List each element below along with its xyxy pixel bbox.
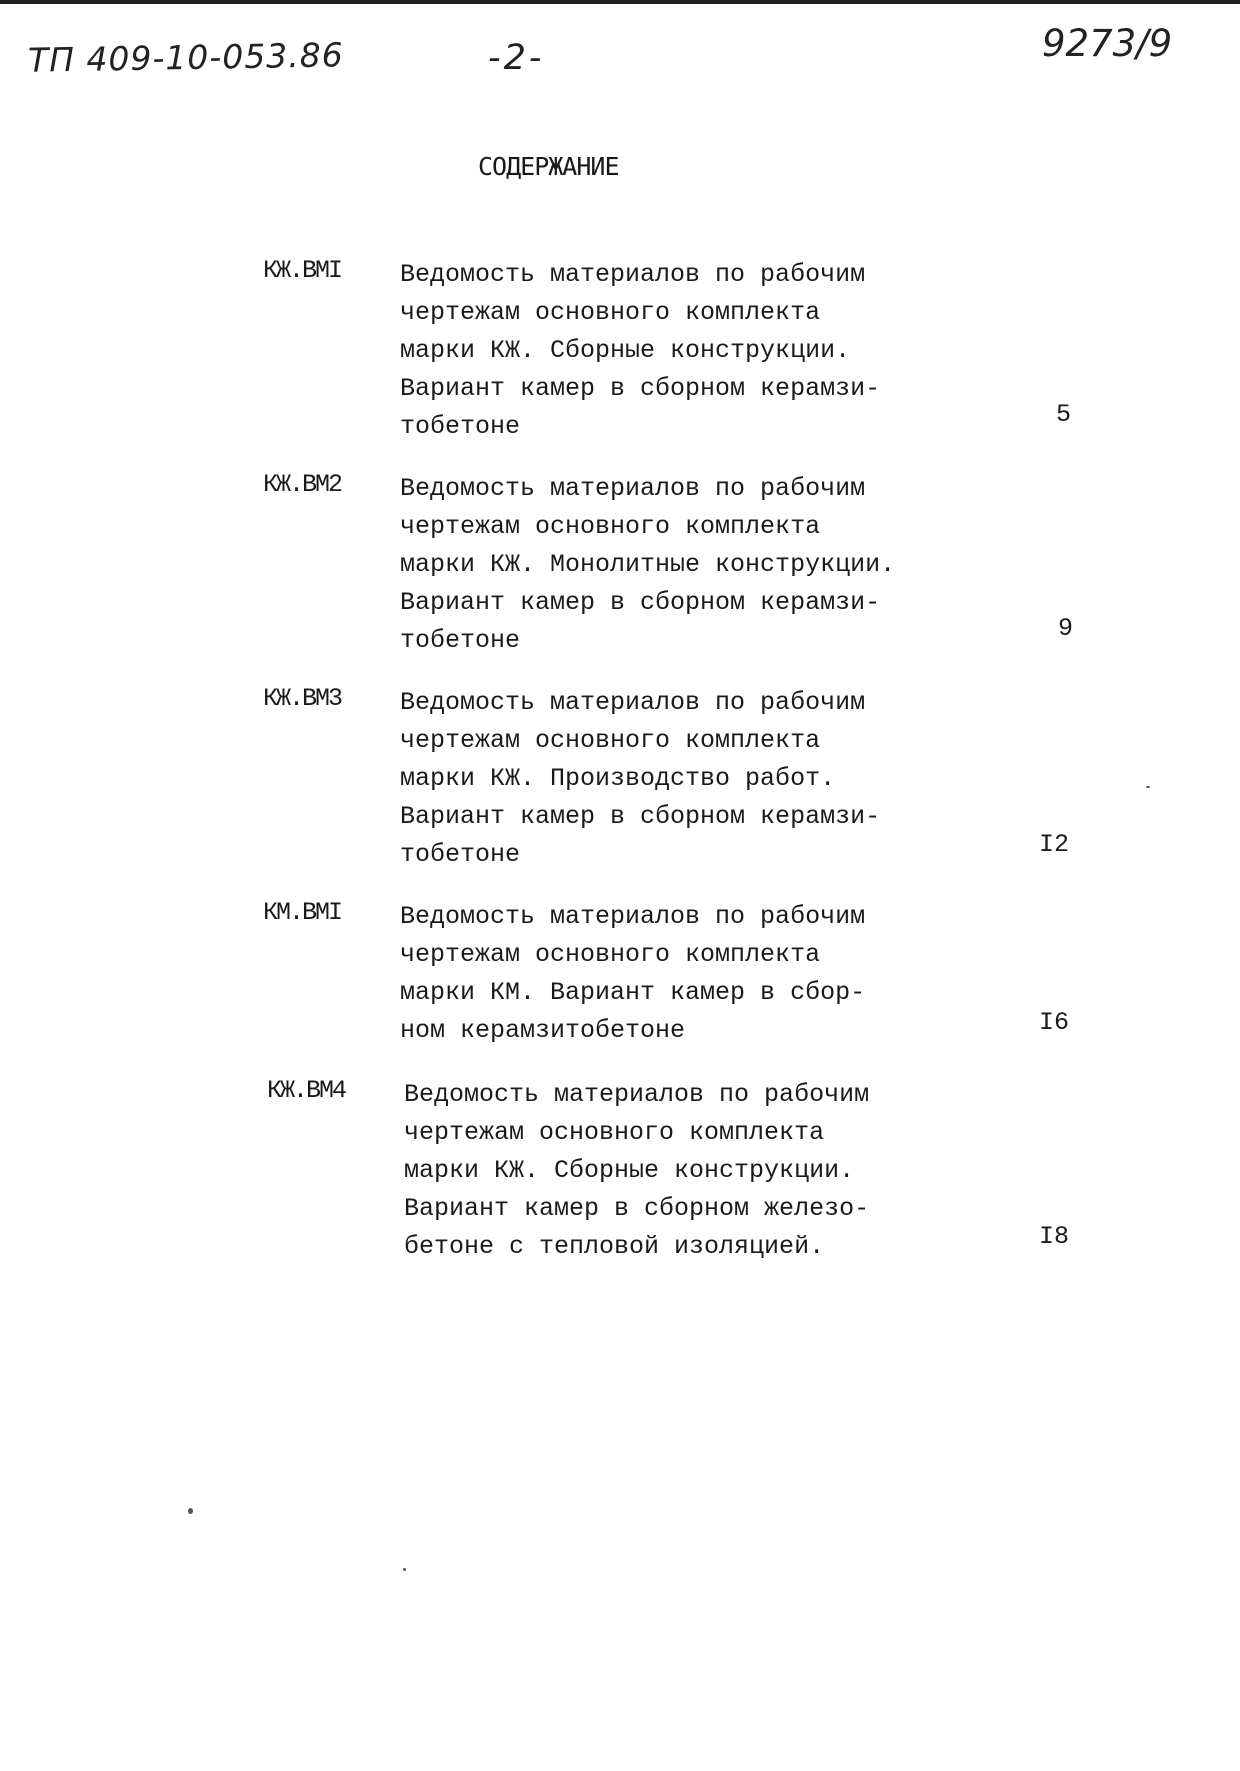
toc-entry-page: I8 [1038, 1222, 1069, 1251]
toc-entry-code: КМ.ВМI [263, 898, 342, 927]
toc-entry-text: Ведомость материалов по рабочим чертежам основного комплекта марки КМ. Вариант камер в сбор- ном керамзитобетоне [400, 902, 866, 1045]
toc-entry-page: 9 [1057, 614, 1073, 643]
toc-entry-code: КЖ.ВМ4 [267, 1076, 346, 1105]
toc-entry-text: Ведомость материалов по рабочим чертежам основного комплекта марки КЖ. Сборные конструкции. Вариант камер в сборном железо- бетоне с тепловой изоляцией. [404, 1080, 870, 1261]
scan-speck [1146, 786, 1150, 788]
toc-entry-page: 5 [1055, 400, 1071, 429]
scan-speck [188, 1508, 193, 1514]
toc-entry-code: КЖ.ВМ2 [263, 470, 342, 499]
archive-number: 9273/9 [1042, 22, 1173, 65]
page-number: -2- [488, 38, 545, 78]
document-code: ТП 409-10-053.86 [27, 35, 345, 80]
toc-entry-code: КЖ.ВМI [263, 256, 342, 285]
toc-entry-code: КЖ.ВМ3 [263, 684, 342, 713]
toc-entry-page: I2 [1038, 830, 1069, 859]
scan-speck [403, 1568, 406, 1571]
contents-title: СОДЕРЖАНИЕ [478, 152, 619, 181]
toc-entry-text: Ведомость материалов по рабочим чертежам основного комплекта марки КЖ. Производство работ. Вариант камер в сборном керамзи- тобетоне [400, 688, 881, 869]
toc-entry-text: Ведомость материалов по рабочим чертежам основного комплекта марки КЖ. Сборные конструкции. Вариант камер в сборном керамзи- тобетоне [400, 260, 881, 441]
toc-entry-text: Ведомость материалов по рабочим чертежам основного комплекта марки КЖ. Монолитные конструкции. Вариант камер в сборном керамзи- тобетоне [400, 474, 896, 655]
toc-entry-page: I6 [1038, 1008, 1069, 1037]
